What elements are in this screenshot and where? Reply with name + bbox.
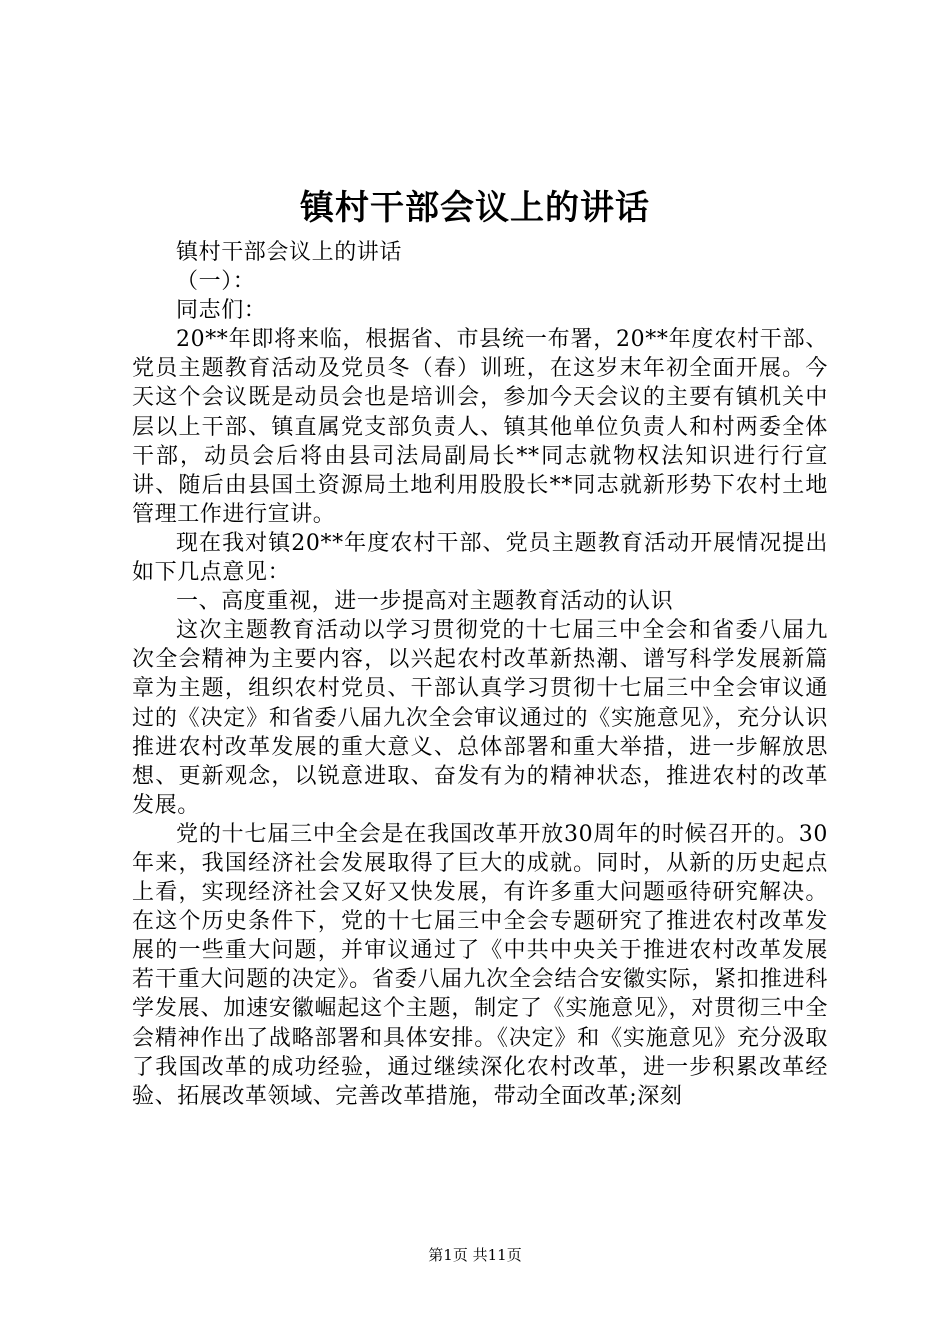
body-paragraph: 20**年即将来临，根据省、市县统一布署，20**年度农村干部、党员主题教育活动及党员冬（春）训班，在这岁末年初全面开展。今天这个会议既是动员会也是培训会，参加今天会议的主要有镇机关中层以上干部、镇直属党支部负责人、镇其他单位负责人和村两委全体干部，动员会后将由县司法局副局长**同志就物权法知识进行行宣讲、随后由县国土资源局土地利用股股长**同志就新形势下农村土地管理工作进行宣讲。: [132, 327, 828, 527]
document-title: 镇村干部会议上的讲话: [300, 188, 650, 228]
body-paragraph: 同志们：: [176, 298, 267, 324]
section-heading: 一、高度重视，进一步提高对主题教育活动的认识: [176, 589, 674, 615]
body-paragraph: 现在我对镇20**年度农村干部、党员主题教育活动开展情况提出如下几点意见：: [132, 530, 828, 586]
body-paragraph: 这次主题教育活动以学习贯彻党的十七届三中全会和省委八届九次全会精神为主要内容，以兴起农村改革新热潮、谱写科学发展新篇章为主题，组织农村党员、干部认真学习贯彻十七届三中全会审议通过的《决定》和省委八届九次全会审议通过的《实施意见》，充分认识推进农村改革发展的重大意义、总体部署和重大举措，进一步解放思想、更新观念，以锐意进取、奋发有为的精神状态，推进农村的改革发展。: [132, 618, 828, 818]
document-body: [132, 238, 828, 1111]
body-paragraph: （一）：: [176, 269, 256, 295]
body-paragraph: 党的十七届三中全会是在我国改革开放30周年的时候召开的。30年来，我国经济社会发展取得了巨大的成就。同时，从新的历史起点上看，实现经济社会又好又快发展，有许多重大问题亟待研究解决。在这个历史条件下，党的十七届三中全会专题研究了推进农村改革发展的一些重大问题，并审议通过了《中共中央关于推进农村改革发展若干重大问题的决定》。省委八届九次全会结合安徽实际，紧扣推进科学发展、加速安徽崛起这个主题，制定了《实施意见》，对贯彻三中全会精神作出了战略部署和具体安排。《决定》和《实施意见》充分汲取了我国改革的成功经验，通过继续深化农村改革，进一步积累改革经验、拓展改革领域、完善改革措施，带动全面改革;深刻: [132, 821, 828, 1109]
page-number-footer: 第1页 共11页: [428, 1246, 522, 1264]
body-paragraph: 镇村干部会议上的讲话: [176, 240, 403, 265]
